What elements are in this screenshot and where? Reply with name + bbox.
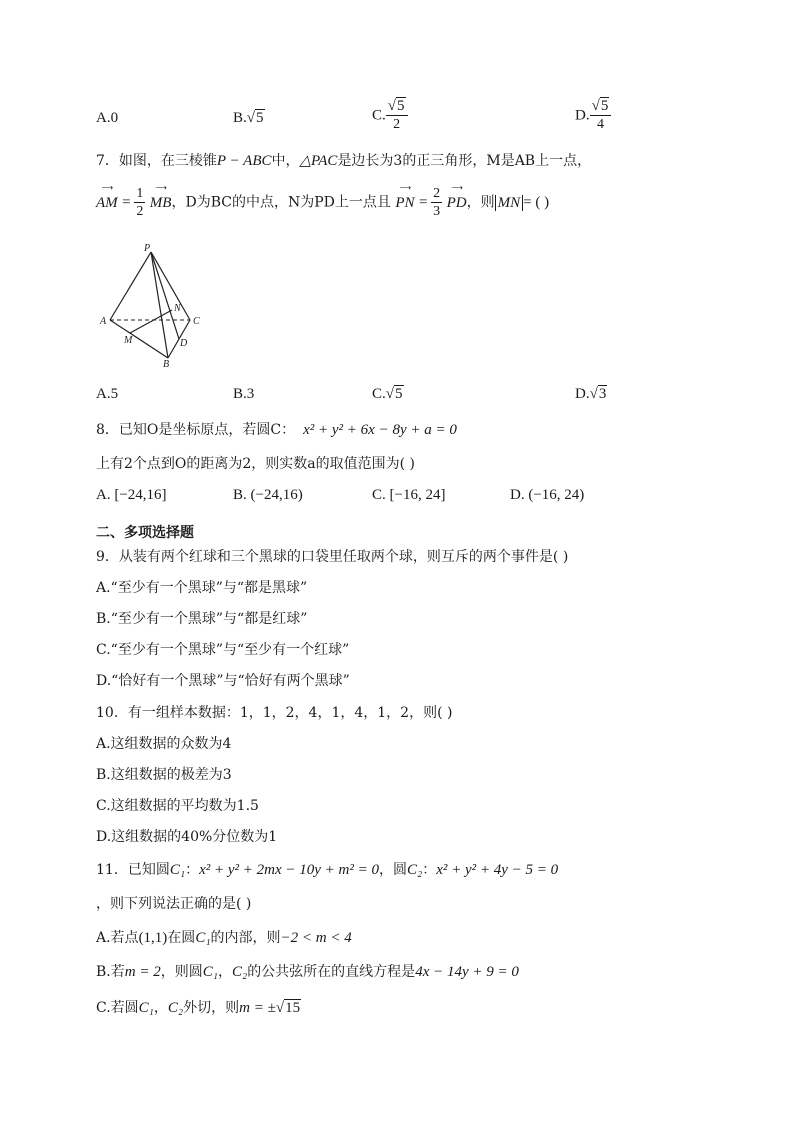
q6-option-b: B.√5 bbox=[233, 110, 264, 126]
q8-option-c: C. [−16, 24] bbox=[372, 487, 446, 503]
q7-option-a: A.5 bbox=[96, 386, 119, 402]
q7-option-c: C.√5 bbox=[372, 386, 403, 402]
q7-option-d: D.√3 bbox=[575, 386, 607, 402]
figure-label-m: M bbox=[124, 335, 133, 346]
q8-option-b: B. (−24,16) bbox=[233, 487, 303, 503]
figure-label-a: A bbox=[100, 316, 107, 327]
q9-option-c: C.“至少有一个黑球”与“至少有一个红球” bbox=[96, 642, 350, 658]
q6-option-a: A.0 bbox=[96, 110, 119, 126]
q11-line1: 11．已知圆C₁：x² + y² + 2mx − 10y + m² = 0，圆C₂：x² + y² + 4y − 5 = 0 bbox=[96, 862, 559, 878]
q6-option-c: C. $\frac{√5}{2}$ bbox=[372, 98, 408, 133]
section-heading: 二、多项选择题 bbox=[96, 525, 194, 541]
q8-option-d: D. (−16, 24) bbox=[510, 487, 585, 503]
q9-option-d: D.“恰好有一个黑球”与“恰好有两个黑球” bbox=[96, 673, 350, 689]
q6-option-d: D. $\frac{√5}{4}$ bbox=[575, 98, 611, 133]
q7-line2: ⟶ AM = $\frac{1}{2}$ ⟶ MB，D为BC的中点，N为PD上一点且 ⟶ PN = $\frac{2}{3}$ ⟶ PD，则 MN = ( ) bbox=[96, 182, 550, 219]
q10-option-c: C.这组数据的平均数为1.5 bbox=[96, 798, 259, 814]
q7-pyramid-figure bbox=[96, 240, 208, 370]
q11-line2: ，则下列说法正确的是( ) bbox=[96, 896, 252, 912]
q10-option-b: B.这组数据的极差为3 bbox=[96, 767, 232, 783]
q7-line1: 7．如图，在三棱锥P − ABC中，△PAC是边长为3的正三角形，M是AB上一点， bbox=[96, 153, 592, 169]
q11-option-c: C.若圆C₁，C₂外切，则m = ±√15 bbox=[96, 1000, 301, 1016]
q10-option-d: D.这组数据的40%分位数为1 bbox=[96, 829, 278, 845]
q11-option-a: A.若点(1,1)在圆C₁的内部，则−2 < m < 4 bbox=[96, 930, 352, 946]
q9-stem: 9．从装有两个红球和三个黑球的口袋里任取两个球，则互斥的两个事件是( ) bbox=[96, 549, 569, 565]
q8-line1: 8．已知O是坐标原点，若圆C： x² + y² + 6x − 8y + a = 0 bbox=[96, 422, 457, 438]
figure-label-n: N bbox=[174, 303, 181, 314]
q9-option-a: A.“至少有一个黑球”与“都是黑球” bbox=[96, 580, 308, 596]
figure-label-d: D bbox=[180, 338, 188, 349]
figure-label-b: B bbox=[163, 359, 170, 370]
q8-line2: 上有2个点到O的距离为2，则实数a的取值范围为( ) bbox=[96, 456, 416, 472]
q9-option-b: B.“至少有一个黑球”与“都是红球” bbox=[96, 611, 308, 627]
q8-option-a: A. [−24,16] bbox=[96, 487, 167, 503]
figure-label-c: C bbox=[193, 316, 200, 327]
q7-option-b: B.3 bbox=[233, 386, 255, 402]
figure-label-p: P bbox=[144, 243, 151, 254]
q10-option-a: A.这组数据的众数为4 bbox=[96, 736, 232, 752]
q11-option-b: B.若m = 2，则圆C₁，C₂的公共弦所在的直线方程是4x − 14y + 9 = 0 bbox=[96, 964, 519, 980]
q10-stem: 10．有一组样本数据：1，1，2，4，1，4，1，2，则( ) bbox=[96, 705, 453, 721]
